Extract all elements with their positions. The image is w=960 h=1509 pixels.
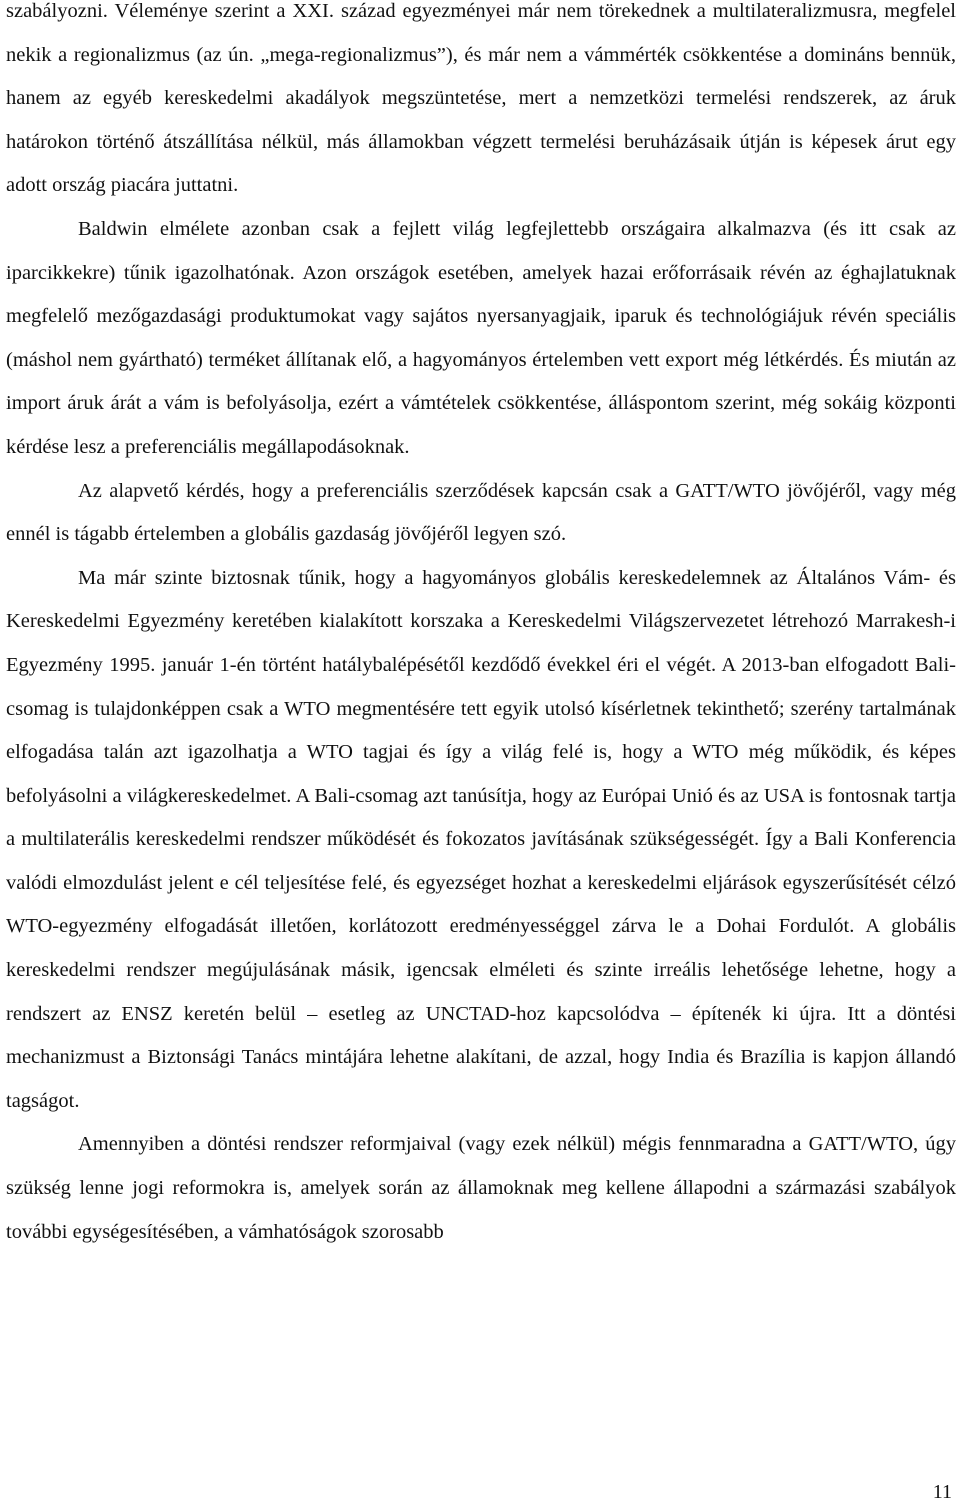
paragraph-basic-question: Az alapvető kérdés, hogy a preferenciális szerződések kapcsán csak a GATT/WTO jövőjéről, vagy még ennél is tágabb értelemben a globális gazdaság jövőjéről legyen szó. <box>6 479 956 546</box>
paragraph-bali-package: Ma már szinte biztosnak tűnik, hogy a hagyományos globális kereskedelemnek az Általános Vám- és Kereskedelmi Egyezmény keretében kialakított korszaka a Kereskedelmi Világszervezetet létrehozó Marrakesh-i Egyezmény 1995. január 1-én történt hatálybalépésétől kezdődő évekkel éri el végét. A 2013-ban elfogadott Bali-csomag is tulajdonképpen csak a WTO megmentésére tett egyik utolsó kísérletnek tekinthető; szerény tartalmának elfogadása talán azt igazolhatja a WTO tagjai és így a világ felé is, hogy a WTO még működik, és képes befolyásolni a világkereskedelmet. A Bali-csomag azt tanúsítja, hogy az Európai Unió és az USA is fontosnak tartja a multilaterális kereskedelmi rendszer működését és fokozatos javításának szükségességét. Így a Bali Konferencia valódi elmozdulást jelent e cél teljesítése felé, és egyezséget hozhat a kereskedelmi eljárások egyszerűsítését célzó WTO-egyezmény elfogadását illetően, korlátozott eredményességgel zárva le a Dohai Fordulót. A globális kereskedelmi rendszer megújulásának másik, igencsak elméleti és szinte irreális lehetősége lehetne, hogy a rendszert az ENSZ keretén belül – esetleg az UNCTAD-hoz kapcsolódva – építenék ki újra. Itt a döntési mechanizmust a Biztonsági Tanács mintájára lehetne alakítani, de azzal, hogy India és Brazília is kapjon állandó tagságot. <box>6 566 956 1112</box>
page-number: 11 <box>932 1481 952 1503</box>
paragraph-continuation: szabályozni. Véleménye szerint a XXI. század egyezményei már nem törekednek a multilateralizmusra, megfelel nekik a regionalizmus (az ún. „mega-regionalizmus”), és már nem a vámmérték csökkentése a domináns bennük, hanem az egyéb kereskedelmi akadályok megszüntetése, mert a nemzetközi termelési rendszerek, az áruk határokon történő átszállítása nélkül, más államokban végzett termelési beruházásaik útján is képesek árut egy adott ország piacára juttatni. <box>6 0 956 197</box>
paragraph-reforms: Amennyiben a döntési rendszer reformjaival (vagy ezek nélkül) mégis fennmaradna a GATT/WTO, úgy szükség lenne jogi reformokra is, amelyek során az államoknak meg kellene állapodni a származási szabályok további egységesítésében, a vámhatóságok szorosabb <box>6 1133 956 1243</box>
paragraph-baldwin: Baldwin elmélete azonban csak a fejlett világ legfejlettebb országaira alkalmazva (és itt csak az iparcikkekre) tűnik igazolhatónak. Azon országok esetében, amelyek hazai erőforrásaik révén az éghajlatuknak megfelelő mezőgazdasági produktumokat vagy sajátos nyersanyagjaik, iparuk és technológiájuk révén speciális (máshol nem gyártható) terméket állítanak elő, a hagyományos értelemben vett export még létkérdés. És miután az import áruk árát a vám is befolyásolja, ezért a vámtételek csökkentése, álláspontom szerint, még sokáig központi kérdése lesz a preferenciális megállapodásoknak. <box>6 217 956 458</box>
document-page <box>6 0 956 1254</box>
